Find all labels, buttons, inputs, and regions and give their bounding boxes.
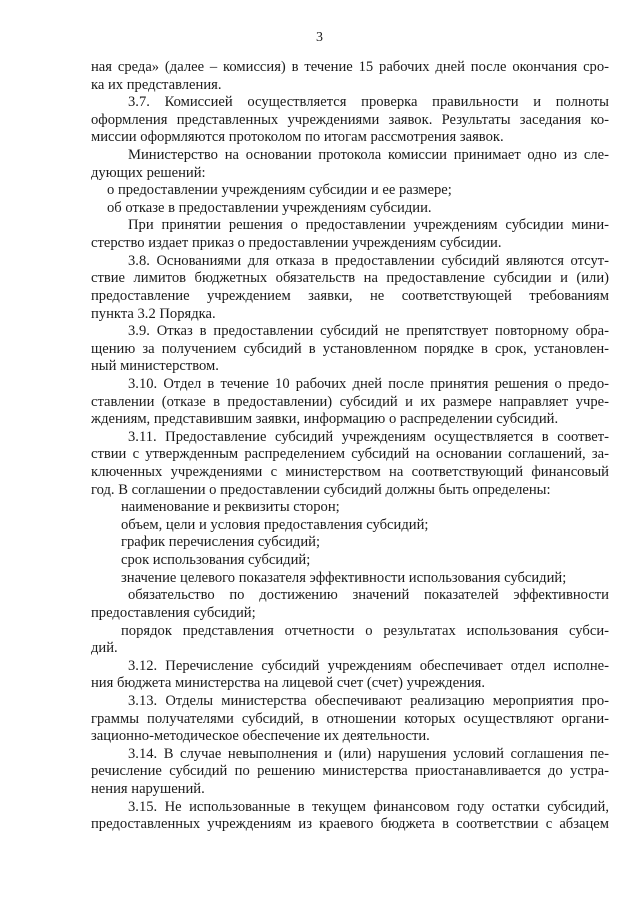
text-line: 3.14. В случае невыполнения и (или) нарушения условий соглашения пе- — [128, 745, 609, 762]
text-line: 3.7. Комиссией осуществляется проверка правильности и полноты — [128, 94, 609, 111]
text-line: график перечисления субсидий; — [121, 534, 321, 551]
text-line: 3.9. Отказ в предоставлении субсидий не препятствует повторному обра- — [128, 323, 609, 340]
text-line: ка их представления. — [91, 76, 222, 93]
text-line: значение целевого показателя эффективности использования субсидий; — [121, 569, 567, 586]
text-line: объем, цели и условия предоставления субсидий; — [121, 516, 429, 533]
text-line: обязательство по достижению значений показателей эффективности — [128, 587, 609, 604]
text-line: граммы получателями субсидий, в отношении которых осуществляют органи- — [91, 710, 609, 727]
document-body — [91, 59, 609, 834]
text-line: о предоставлении учреждениям субсидии и ее размере; — [107, 182, 452, 199]
text-line: При принятии решения о предоставлении учреждениям субсидии мини- — [128, 217, 609, 234]
text-line: предоставления субсидий; — [91, 604, 256, 621]
text-line: 3.10. Отдел в течение 10 рабочих дней после принятия решения о предо- — [128, 375, 609, 392]
text-line: наименование и реквизиты сторон; — [121, 499, 340, 516]
text-line: 3.12. Перечисление субсидий учреждениям обеспечивает отдел исполне- — [128, 657, 609, 674]
text-line: ная среда» (далее – комиссия) в течение 15 рабочих дней после окончания сро- — [91, 59, 609, 75]
text-line: ния бюджета министерства на лицевой счет (счет) учреждения. — [91, 675, 486, 692]
text-line: 3.11. Предоставление субсидий учреждениям осуществляется в соответ- — [128, 428, 609, 445]
text-line: ствие лимитов бюджетных обязательств на предоставление субсидии и (или) — [91, 270, 609, 287]
text-line: миссии оформляются протоколом по итогам рассмотрения заявок. — [91, 129, 504, 146]
text-line: ключенных учреждениями с министерством на соответствующий финансовый — [91, 464, 609, 481]
text-line: порядок представления отчетности о результатах использования субси- — [121, 622, 609, 639]
text-line: оформления представленных учреждениями заявок. Результаты заседания ко- — [91, 111, 609, 128]
text-line: речисление субсидий по решению министерства приостанавливается до устра- — [91, 763, 609, 780]
text-line: стерство издает приказ о предоставлении учреждениям субсидии. — [91, 235, 502, 252]
text-line: щению за получением субсидий в установленном порядке в срок, установлен- — [91, 340, 609, 357]
text-line: нения нарушений. — [91, 780, 205, 797]
text-line: предоставление учреждением заявки, не соответствующей требованиям — [91, 287, 609, 304]
text-line: об отказе в предоставлении учреждениям субсидии. — [107, 199, 432, 216]
text-line: Министерство на основании протокола комиссии принимает одно из сле- — [128, 147, 609, 164]
text-line: год. В соглашении о предоставлении субсидий должны быть определены: — [91, 481, 551, 498]
text-line: срок использования субсидий; — [121, 552, 311, 569]
text-line: 3.15. Не использованные в текущем финансовом году остатки субсидий, — [128, 798, 609, 815]
text-line: ставлении (отказе в предоставлении) субсидий и их размере направляет учре- — [91, 393, 609, 410]
text-line: дующих решений: — [91, 164, 206, 181]
text-line: ждениям, представившим заявки, информацию о распределении субсидий. — [91, 411, 559, 428]
text-line: предоставленных учреждениям из краевого бюджета в соответствии с абзацем — [91, 816, 609, 833]
text-line: ный министерством. — [91, 358, 219, 375]
text-line: пункта 3.2 Порядка. — [91, 305, 216, 322]
text-line: ствии с утвержденным распределением субсидий на основании соглашений, за- — [91, 446, 609, 463]
text-line: зационно-методическое обеспечение их деятельности. — [91, 728, 430, 745]
text-line: 3.13. Отделы министерства обеспечивают реализацию мероприятия про- — [128, 692, 609, 709]
text-line: дий. — [91, 640, 118, 657]
text-line: 3.8. Основаниями для отказа в предоставлении субсидий являются отсут- — [128, 252, 609, 269]
page-number: 3 — [316, 30, 323, 45]
